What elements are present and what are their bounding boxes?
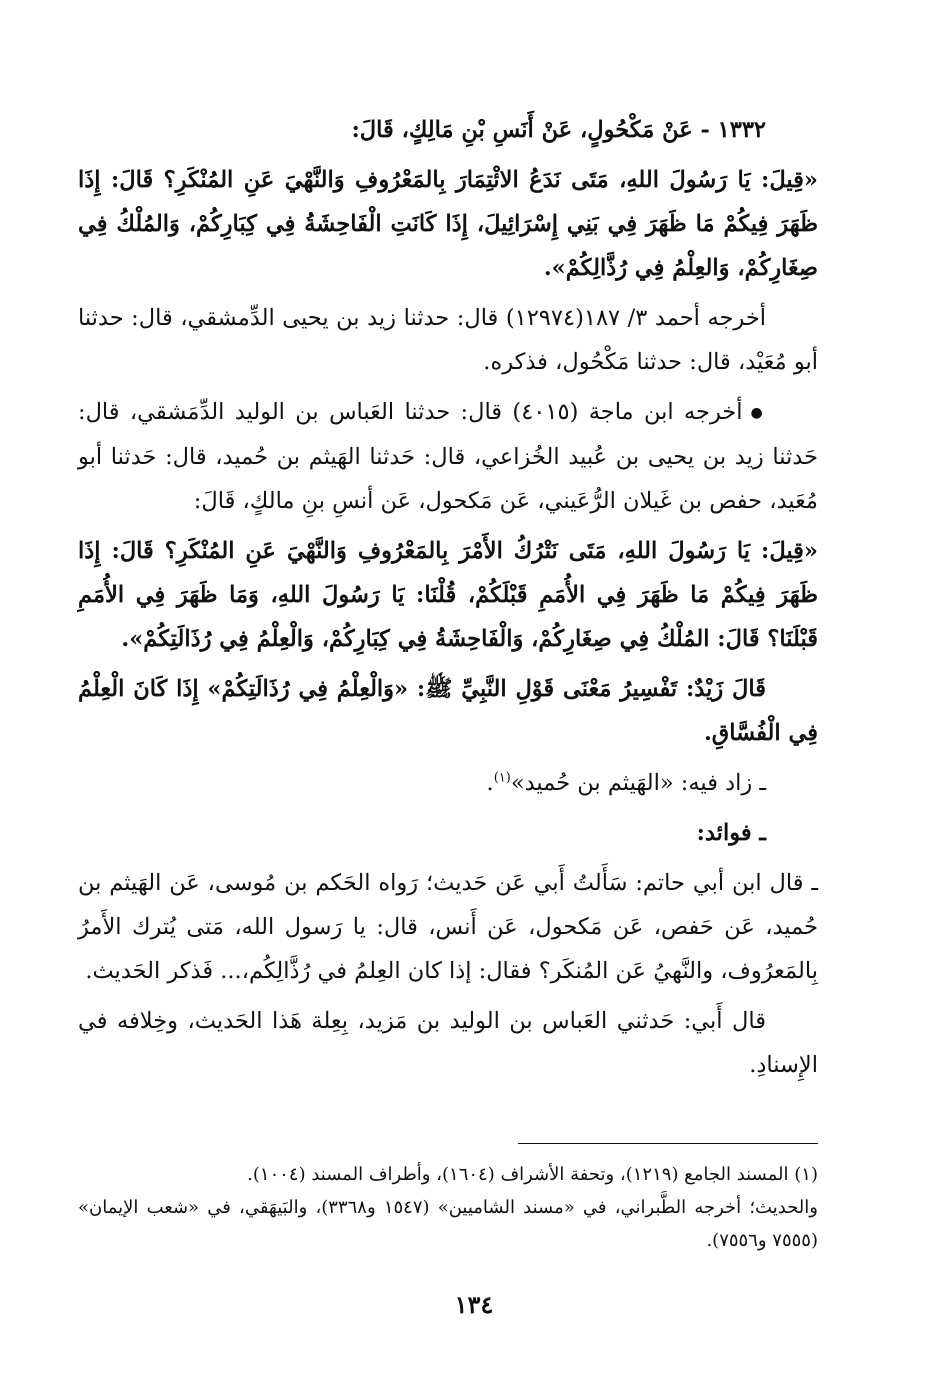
page-number: ١٣٤ [454, 1290, 494, 1319]
hadith-header [78, 108, 818, 152]
fawaid-title: ـ فوائد: [696, 820, 766, 846]
hadith-matn-second: «قِيلَ: يَا رَسُولَ اللهِ، مَتَى نَتْرُكُ الأَمْرَ بِالمَعْرُوفِ وَالنَّهْيَ عَنِ المُنْكَرِ؟ قَالَ: إِذَا ظَهَرَ فِيكُمْ مَا ظَهَرَ فِي الأُمَمِ قَبْلَكُمْ، قُلْنَا: يَا رَسُولَ اللهِ، وَمَا ظَهَرَ فِي الأُمَمِ قَبْلَنَا؟ قَالَ: المُلْكُ فِي صِغَارِكُمْ، وَالْفَاحِشَةُ فِي كِبَارِكُمْ، وَالْعِلْمُ فِي رُذَالَتِكُمْ». [78, 538, 818, 652]
hadith-matn: «قِيلَ: يَا رَسُولَ اللهِ، مَتَى نَدَعُ الائْتِمَارَ بِالمَعْرُوفِ وَالنَّهْيَ عَنِ المُنْكَرِ؟ قَالَ: إِذَا ظَهَرَ فِيكُمْ مَا ظَهَرَ فِي بَنِي إِسْرَائِيلَ، إِذَا كَانَتِ الْفَاحِشَةُ فِي كِبَارِكُمْ، وَالمُلْكُ فِي صِغَارِكُمْ، وَالعِلْمُ فِي رُذَّالِكُمْ». [78, 167, 818, 281]
addition-text: ـ زاد فيه: «الهَيثم بن حُميد» [510, 770, 766, 796]
bullet-icon: ● [750, 405, 766, 421]
footnote-line-2: والحديث؛ أخرجه الطَّبراني، في «مسند الشاميين» (١٥٤٧ و٣٣٦٨)، والبَيهَقي، في «شعب الإيمان» (٧٥٥٥ و٧٥٥٦). [78, 1197, 818, 1251]
footnote-ref: (١) [493, 770, 511, 786]
takhrij-ibn-majah [78, 390, 818, 523]
main-text [78, 108, 818, 1093]
footnote-line-1: (١) المسند الجامع (١٢١٩)، وتحفة الأشراف (١٦٠٤)، وأطراف المسند (١٠٠٤). [247, 1164, 818, 1185]
footnotes [78, 1158, 818, 1257]
footnote-divider [518, 1143, 818, 1144]
zayd-comment: قَالَ زَيْدٌ: تَفْسِيرُ مَعْنَى قَوْلِ النَّبِيِّ ﷺ: «وَالْعِلْمُ فِي رُذَالَتِكُمْ» إِذَا كَانَ الْعِلْمُ فِي الْفُسَّاقِ. [78, 676, 818, 746]
ibn-abi-hatim-text: ـ قال ابن أبي حاتم: سَأَلتُ أَبي عَن حَديث؛ رَواه الحَكم بن مُوسى، عَن الهَيثم بن حُميد، عَن حَفص، عَن مَكحول، عَن أَنس، قال: يا رَسول الله، مَتى يُترك الأَمرُ بِالمَعرُوف، والنَّهيُ عَن المُنكَر؟ فقال: إذا كان العِلمُ في رُذَّالِكُم،... فَذكر الحَديث. [78, 870, 818, 984]
hadith-header-text: ١٣٣٢ - عَنْ مَكْحُولٍ، عَنْ أَنَسِ بْنِ مَالِكٍ، قَالَ: [351, 117, 766, 143]
addition-note: ـ زاد فيه: «الهَيثم بن حُميد»$^{(١)}$. [486, 770, 766, 796]
takhrij-ibn-majah-text: أخرجه ابن ماجة (٤٠١٥) قال: حدثنا العَباس بن الوليد الدِّمَشقي، قال: حَدثنا زيد بن يحيى بن عُبيد الخُزاعي، قال: حَدثنا الهَيثم بن حُميد، قال: حَدثنا أبو مُعَيد، حفص بن غَيلان الرُّعَيني، عَن مَكحول، عَن أنسِ بنِ مالكٍ، قَالَ: [78, 399, 818, 514]
takhrij-ahmad: أخرجه أحمد ٣/ ١٨٧(١٢٩٧٤) قال: حدثنا زيد بن يحيى الدِّمشقي، قال: حدثنا أبو مُعَيْد، قال: حدثنا مَكْحُول، فذكره. [78, 305, 818, 375]
abi-said-text: قال أَبي: حَدثني العَباس بن الوليد بن مَزيد، بِعِلة هَذا الحَديث، وخِلافه في الإِسنادِ. [78, 1008, 818, 1078]
